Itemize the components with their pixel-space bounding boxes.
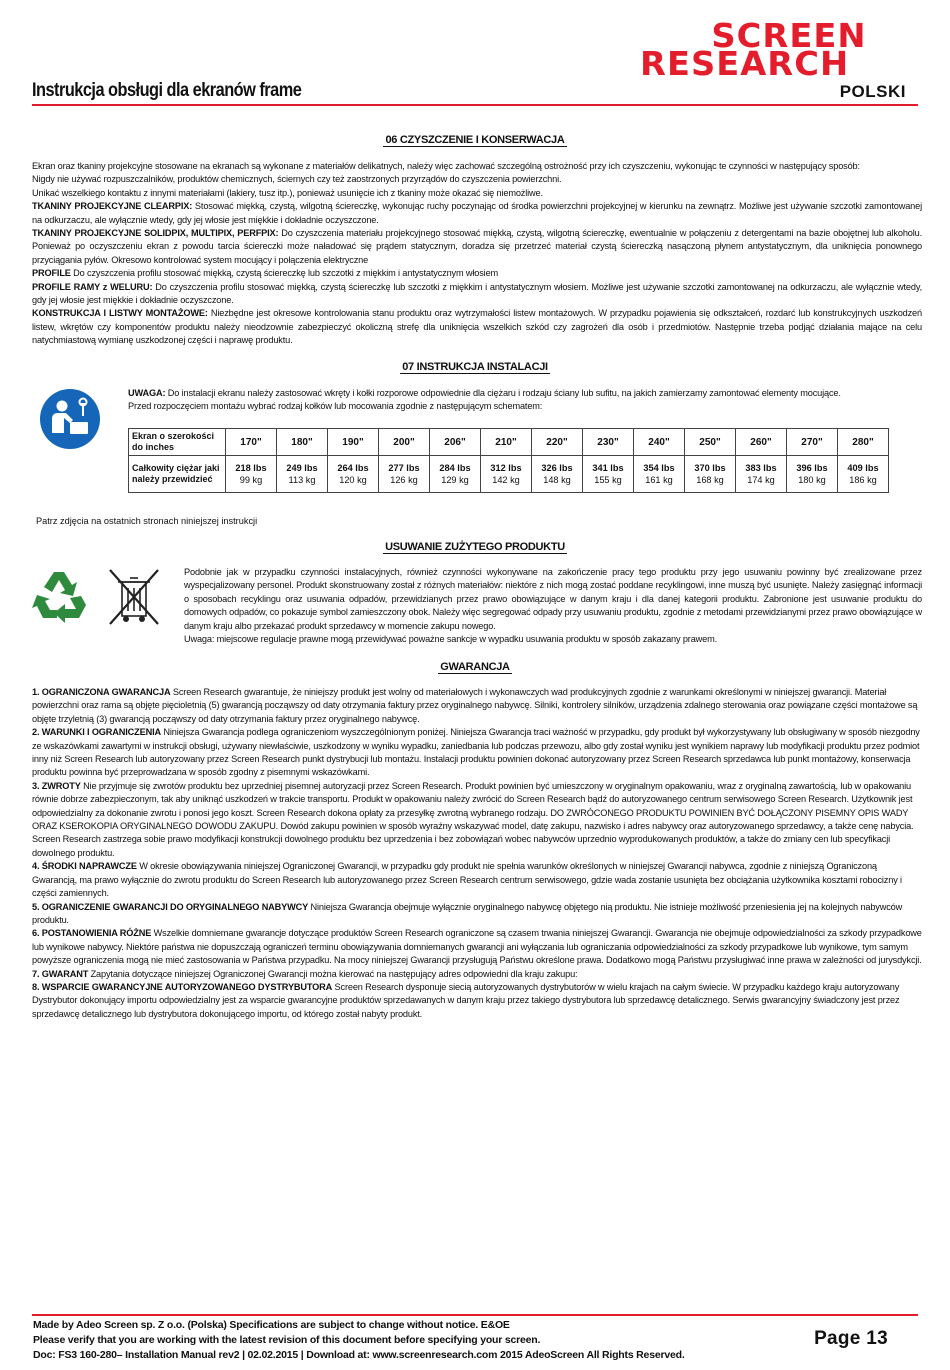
- size-cell: 190": [328, 429, 379, 456]
- warranty-item-text: Niniejsza Gwarancja podlega ograniczeniom wyszczególnionym poniżej. Niniejsza Gwarancja traci ważność w przypadku, gdy produkt był wykorzystywany lub obsługiwany w sposób niezgodny ze wskazówkami zawartymi w instrukcji obsługi, używany niewłaściwie, uszkodzony w wyniku wypadku, zaniedbania lub podczas przewozu, albo gdy został wyniku jest wynikiem naprawy lub modyfikacji produktu przez podmiot inny niż Screen Research lub autoryzowany przez Screen Research punkt dystrybucji lub montażu. Instalacji produktu powinien dokonać autoryzowany przez Screen Research sprzedawca lub punkt montażowy, konserwacja produktu powinna być przeprowadzana w sposób zgodny z pisemnymi wskazówkami.: [32, 727, 920, 778]
- size-cell: 206": [430, 429, 481, 456]
- size-cell: 170": [226, 429, 277, 456]
- weight-cell: [634, 456, 685, 493]
- section-heading-cleaning: 06 CZYSZCZENIE I KONSERWACJA: [385, 134, 565, 146]
- weight-lbs: 370 lbs: [694, 463, 726, 473]
- size-cell: 200": [379, 429, 430, 456]
- weight-cell: [838, 456, 889, 493]
- weight-kg: 129 kg: [441, 475, 469, 485]
- weight-kg: 126 kg: [390, 475, 418, 485]
- disposal-paragraph: Podobnie jak w przypadku czynności instalacyjnych, również czynności wykonywane na zakończenie pracy tego produktu przy jego usuwaniu powinny być zrealizowane przez wyspecjalizowany personel. Produkt skonstruowany został z różnych materiałów: niektóre z nich mogą zostać poddane recyklingowi, inne muszą być usunięte. Należy zasięgnąć informacji o sposobach recyklingu oraz usuwania odpadów, przewidzianych przez prawo obowiązujące w danym kraju i dla danej kategorii produktu. Zabronione jest usuwanie produktu do domowych odpadów, co pokazuje symbol zamieszczony obok. Należy więc segregować odpady przy usuwaniu produktu, zgodnie z metodami przewidzianymi przez prawo obowiązujące w danym kraju albo przekazać produkt sprzedawcy w momencie zakupu nowego.: [184, 567, 922, 631]
- weight-kg: 99 kg: [239, 475, 263, 485]
- weight-cell: [379, 456, 430, 493]
- weight-lbs: 277 lbs: [388, 463, 420, 473]
- cleaning-intro: Ekran oraz tkaniny projekcyjne stosowane na ekranach są wykonane z materiałów delikatnych, należy więc zachować szczególną ostrożność przy ich czyszczeniu, wykonując te czynności w następujący sposób:: [32, 161, 860, 171]
- cleaning-warning: Nigdy nie używać rozpuszczalników, produktów chemicznych, ściernych czy też zaostrzonych przyrządów do czyszczenia powierzchni.: [32, 174, 562, 185]
- weight-lbs: 354 lbs: [643, 463, 675, 473]
- document-title: Instrukcja obsługi dla ekranów frame: [32, 80, 302, 101]
- weight-cell: [787, 456, 838, 493]
- weight-kg: 155 kg: [594, 475, 622, 485]
- row-label-weight: Całkowity ciężar jaki należy przewidzieć: [129, 456, 226, 493]
- warranty-item: [32, 968, 922, 981]
- warranty-item: [32, 726, 922, 780]
- section-heading-disposal: USUWANIE ZUŻYTEGO PRODUKTU: [385, 541, 565, 553]
- row-label-width: Ekran o szerokości do inches: [129, 429, 226, 456]
- cleaning-velvet: PROFILE RAMY z WELURU: Do czyszczenia profilu stosować miękką, czystą ściereczkę lub szczotki z miękkim i antystatycznym włosiem. Możliwe jest używanie szczotki zamontowanej na odkurzaczu, ale wyłącznie wtedy, gdy jej włosie jest miękkie i dokładnie oczyszczone.: [32, 281, 922, 306]
- installation-note-text: [128, 387, 928, 414]
- cleaning-clearpix: TKANINY PROJEKCYJNE CLEARPIX: Stosować miękką, czystą, wilgotną ściereczkę, wykonując ruchy poczynając od środka powierzchni projekcyjnej w kierunku na zewnątrz. Możliwe jest używanie szczotki zamontowanej na odkurzaczu, ale wyłącznie wtedy, gdy jej włosie jest miękkie i dokładnie oczyszczone.: [32, 201, 922, 225]
- warranty-item-label: 1. OGRANICZONA GWARANCJA: [32, 687, 171, 697]
- recycle-icon: [32, 566, 92, 626]
- warranty-item-text: W okresie obowiązywania niniejszej Ograniczonej Gwarancji, w przypadku gdy produkt nie spełnia warunków określonych w niniejszej Gwarancji nabywca, zgodnie z niniejszą Ograniczoną Gwarancją, ma prawo wyłącznie do zwrotu produktu do Screen Research lub autoryzowanego przez Screen Research centrum serwisowego, gdzie wada zostanie usunięta bez obciążania użytkownika kosztami robocizny i części zamiennych.: [32, 861, 902, 899]
- weight-lbs: 249 lbs: [286, 463, 318, 473]
- cleaning-solidpix: TKANINY PROJEKCYJNE SOLIDPIX, MULTIPIX, PERFPIX: Do czyszczenia materiału projekcyjnego stosować miękką, czystą, wilgotną ściereczkę, ewentualnie w połączeniu z detergentami na bazie obojętnej lub alkoholu. Ponieważ po oczyszczeniu ekran z powodu tarcia ściereczki może naładować się prądem statycznym, doradza się przetrzeć materiał czystą ściereczką nasączoną płynem antystatycznym, dla uniknięcia ponownego przyciągania pyłów. Okresowo kontrolować system mocujący i połączenia elektryczne: [32, 228, 922, 265]
- size-cell: 280": [838, 429, 889, 456]
- section-heading-warranty: GWARANCJA: [440, 661, 510, 673]
- weight-kg: 113 kg: [288, 475, 316, 485]
- disposal-note: Uwaga: miejscowe regulacje prawne mogą przewidywać poważne sankcje w wypadku usuwania produktu w sposób zakazany prawem.: [184, 634, 718, 645]
- warranty-item-text: Screen Research gwarantuje, że niniejszy produkt jest wolny od materiałowych i wykonawczych wad produkcyjnych zgodnie z warunkami określonymi w niniejszej gwarancji. Materiał powierzchni oraz rama są objęte pięcioletnią (5) gwarancją począwszy od daty otrzymania faktury przez oryginalnego nabywcę. Silniki, kontrolery silników, urządzenia zdalnego sterowania oraz powiązane części montażowe są objęte trzyletnią (3) gwarancją począwszy od daty otrzymania faktury przez oryginalnego nabywcę.: [32, 687, 918, 724]
- weight-cell: [736, 456, 787, 493]
- weight-cell: [226, 456, 277, 493]
- weight-kg: 142 kg: [492, 475, 520, 485]
- weight-cell: [277, 456, 328, 493]
- section-heading-installation: 07 INSTRUKCJA INSTALACJI: [402, 361, 548, 373]
- weight-cell: [685, 456, 736, 493]
- cleaning-construction: KONSTRUKCJA I LISTWY MONTAŻOWE: Niezbędne jest okresowe kontrolowania stanu produktu oraz wytrzymałości listew montażowych. W przypadku pojawienia się odkształceń, rozdarć lub konstrukcyjnych uszkodzeń listew, wkrętów czy komponentów produktu należy nieodzownie zabezpieczyć okoliczną strefę dla uniknięcia wszelkich szkód czy zagrożeń dla osób i przedmiotów. Następnie trzeba podjąć działania mające na celu natychmiastową wymianę uszkodzonej części i naprawę produktu.: [32, 308, 922, 346]
- weight-lbs: 409 lbs: [847, 463, 879, 473]
- warranty-item-label: 5. OGRANICZENIE GWARANCJI DO ORYGINALNEGO NABYWCY: [32, 901, 309, 912]
- warranty-item-text: Nie przyjmuje się zwrotów produktu bez uprzedniej pisemnej autoryzacji przez Screen Research. Produkt powinien być umieszczony w oryginalnym opakowaniu, wraz z oryginalną zawartością, lub w opakowaniu równie dobrze zabezpieczonym, tak aby uniknąć uszkodzeń w trakcie transportu. Produkt w opakowaniu należy zwrócić do Screen Research bądź do autoryzowanego centrum serwisowego Screen Research. Użytkownik jest odpowiedzialny za dokonanie zwrotu i ponosi jego koszt. Screen Research dokona opłaty za przesyłkę zwrotną wybranego rodzaju. DO ZWRÓCONEGO PRODUKTU POWINIEN BYĆ DOŁĄCZONY PISEMNY OPIS WADY ORAZ KSEROKOPIA ORYGINALNEGO DOWODU ZAKUPU. Dowód zakupu powinien w sposób wyraźny wskazywać model, datę zakupu, nazwisko i adres nabywcy oraz autoryzowanego sprzedawcy, a także cenę nabycia. Screen Research zastrzega sobie prawo modyfikacji konstrukcji dowolnego produktu bez uprzedzenia i bez zobowiązań wobec nabywców uprzednio wyprodukowanych produktów, a także do zmiany cen lub specyfikacji dowolnego produktu.: [32, 780, 914, 858]
- weight-lbs: 326 lbs: [541, 463, 573, 473]
- weight-kg: 120 kg: [339, 475, 367, 485]
- warranty-item: [32, 927, 922, 967]
- table-row: [129, 429, 889, 456]
- warranty-item-label: 3. ZWROTY: [32, 780, 81, 791]
- weight-cell: [532, 456, 583, 493]
- weight-cell: [328, 456, 379, 493]
- weight-lbs: 312 lbs: [490, 463, 522, 473]
- size-cell: 260": [736, 429, 787, 456]
- weight-kg: 174 kg: [747, 475, 775, 485]
- warranty-item-label: 6. POSTANOWIENIA RÓŻNE: [32, 928, 152, 939]
- table-row: [129, 456, 889, 493]
- installation-uwaga: UWAGA: Do instalacji ekranu należy zastosować wkręty i kołki rozporowe odpowiednie dla ciężaru i rodzaju ściany lub sufitu, na jakich zamierzamy zamontować elementy mocujące.: [128, 388, 841, 398]
- warranty-item-label: 4. ŚRODKI NAPRAWCZE: [32, 861, 137, 872]
- logo-line-research: RESEARCH: [640, 44, 850, 83]
- footer-divider: [32, 1314, 918, 1316]
- photos-note: Patrz zdjęcia na ostatnich stronach niniejszej instrukcji: [36, 516, 258, 526]
- weight-cell: [430, 456, 481, 493]
- size-cell: 210": [481, 429, 532, 456]
- weight-lbs: 284 lbs: [439, 463, 471, 473]
- warranty-item-text: Niniejsza Gwarancja obejmuje wyłącznie oryginalnego nabywcę objętego nią produktu. Nie istnieje możliwość przeniesienia jej na kolejnych nabywców produktu.: [32, 901, 903, 925]
- weight-cell: [481, 456, 532, 493]
- size-cell: 230": [583, 429, 634, 456]
- warranty-item-label: 2. WARUNKI I OGRANICZENIA: [32, 727, 161, 738]
- weight-lbs: 341 lbs: [592, 463, 624, 473]
- weight-lbs: 396 lbs: [796, 463, 828, 473]
- disposal-text: [184, 566, 922, 646]
- warranty-item-text: Screen Research dysponuje siecią autoryzowanych dystrybutorów w wielu krajach na całym świecie. W przypadku każdego kraju autoryzowany Dystrybutor dokonujący importu odpowiedzialny jest za wsparcie gwarancyjne produktów sprzedawanych w danym kraju przez takiego dystrybutora lub sprzedawcę detalicznego. Serwis gwarancyjny świadczony jest przez sprzedawcę detalicznego lub dystrybutora dokonującego importu, od którego został nabyty produkt.: [32, 981, 900, 1019]
- language-label: POLSKI: [839, 82, 906, 101]
- size-cell: 220": [532, 429, 583, 456]
- warranty-item: [32, 981, 922, 1021]
- header-divider: [32, 104, 918, 106]
- cleaning-profile: PROFILE Do czyszczenia profilu stosować miękką, czystą ściereczkę lub szczotki z miękkim i antystatycznym włosiem: [32, 268, 499, 279]
- warranty-item: [32, 901, 922, 928]
- warranty-item: [32, 860, 922, 900]
- warranty-item: [32, 780, 922, 860]
- warranty-item-text: Zapytania dotyczące niniejszej Ograniczonej Gwarancji można kierować na następujący adres odpowiedni dla kraju zakupu:: [88, 968, 578, 979]
- screen-research-logo: [640, 16, 915, 83]
- weight-kg: 180 kg: [798, 475, 826, 485]
- logo-line-screen: SCREEN: [711, 16, 867, 55]
- size-cell: 180": [277, 429, 328, 456]
- size-cell: 270": [787, 429, 838, 456]
- crossed-bin-icon: [104, 566, 164, 628]
- weight-lbs: 383 lbs: [745, 463, 777, 473]
- weight-kg: 186 kg: [849, 475, 877, 485]
- weight-cell: [583, 456, 634, 493]
- weight-lbs: 264 lbs: [337, 463, 369, 473]
- weight-table: [128, 428, 889, 493]
- warranty-item-label: 7. GWARANT: [32, 968, 89, 979]
- warranty-item-text: Wszelkie domniemane gwarancje dotyczące produktów Screen Research ograniczone są czasem trwania niniejszej Gwarancji. Gwarancja nie obejmuje odpowiedzialności za szkody przypadkowe lub wynikowe nabywcy. Niektóre państwa nie dopuszczają ograniczeń terminu obowiązywania domniemanych gwarancji ani wyłączania lub ograniczania odpowiedzialności za szkody przypadkowe lub wynikowe, tym samym powyższe ograniczenia mogą nie mieć zastosowania w Państwa przypadku. Na mocy niniejszej Gwarancji przysługują Państwu określone prawa. Dodatkowo mogą Państwu przysługiwać inne prawa w zależności od jurysdykcji.: [32, 928, 922, 966]
- cleaning-avoid: Unikać wszelkiego kontaktu z innymi materiałami (lakiery, tusz itp.), ponieważ usunięcie ich z tkaniny może okazać się niemożliwe.: [32, 187, 543, 198]
- footer-text: [33, 1318, 685, 1363]
- footer-line-1: Made by Adeo Screen sp. Z o.o. (Polska) Specifications are subject to change without notice. E&OE: [33, 1319, 510, 1331]
- weight-kg: 168 kg: [696, 475, 724, 485]
- footer-line-2: Please verify that you are working with the latest revision of this document before specifying your screen.: [33, 1334, 541, 1346]
- weight-kg: 161 kg: [645, 475, 673, 485]
- size-cell: 250": [685, 429, 736, 456]
- page-number: Page 13: [814, 1328, 888, 1349]
- installation-uwaga-2: Przed rozpoczęciem montażu wybrać rodzaj kołków lub mocowania zgodnie z następującym schematem:: [128, 401, 543, 412]
- warranty-text: [32, 686, 922, 1021]
- footer-line-3: Doc: FS3 160-280– Installation Manual rev2 | 02.02.2015 | Download at: www.screenresearch.com 2015 AdeoScreen All Rights Reserved.: [33, 1349, 685, 1361]
- warranty-item-label: 8. WSPARCIE GWARANCYJNE AUTORYZOWANEGO DYSTRYBUTORA: [32, 981, 333, 992]
- weight-kg: 148 kg: [543, 475, 571, 485]
- cleaning-section-text: [32, 160, 922, 348]
- size-cell: 240": [634, 429, 685, 456]
- warranty-item: [32, 686, 922, 726]
- weight-lbs: 218 lbs: [235, 463, 267, 473]
- installer-icon: [40, 389, 100, 449]
